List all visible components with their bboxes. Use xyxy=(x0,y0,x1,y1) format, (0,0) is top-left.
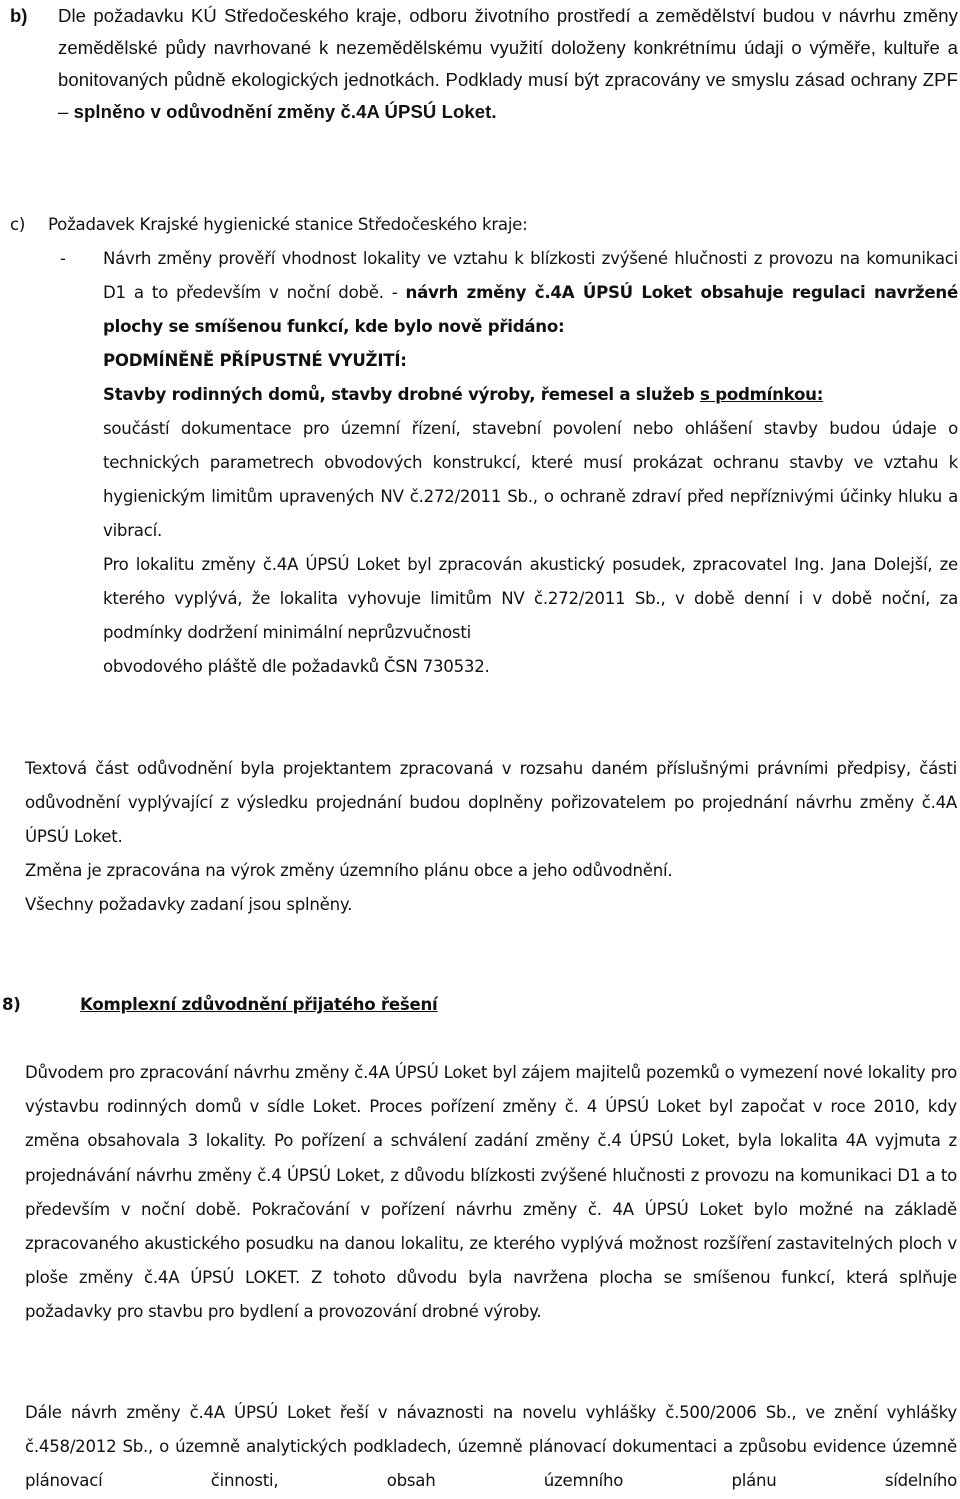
section-b-fulfilled: splněno v odůvodnění změny č.4A ÚPSÚ Loket. xyxy=(73,101,497,122)
condition-bold: Stavby rodinných domů, stavby drobné výroby, řemesel a služeb xyxy=(103,385,701,404)
section-b-text: Dle požadavku KÚ Středočeského kraje, odboru životního prostředí a zemědělství budou v návrhu změny zemědělské půdy navrhované k nezemědělskému využití doloženy konkrétnímu údaji o výměře, kultuře a bonitovaných půdně ekologických jednotkách. Podklady musí být zpracovány ve smyslu zásad ochrany ZPF – xyxy=(58,5,958,122)
paragraph-text-part: Textová část odůvodnění byla projektantem zpracovaná v rozsahu daném příslušnými právními předpisy, části odůvodnění vyplývající z výsledku projednání budou doplněny pořizovatelem po projednání návrhu změny č.4A ÚPSÚ Loket. xyxy=(25,759,957,846)
justification-paragraphs xyxy=(25,752,957,922)
section-c-title: Požadavek Krajské hygienické stanice Středočeského kraje: xyxy=(48,215,528,234)
conditional-use-heading: PODMÍNĚNĚ PŘÍPUSTNÉ VYUŽITÍ: xyxy=(103,351,407,370)
section-c-item xyxy=(103,242,958,684)
section-c xyxy=(10,208,958,684)
section-8-title: Komplexní zdůvodnění přijatého řešení xyxy=(80,995,438,1014)
list-dash: - xyxy=(60,249,66,268)
section-c-marker: c) xyxy=(10,215,26,234)
condition-line xyxy=(103,378,958,412)
paragraph-change-form: Změna je zpracována na výrok změny územního plánu obce a jeho odůvodnění. xyxy=(25,861,673,880)
section-b xyxy=(10,0,958,128)
requirement-text: Návrh změny prověří vhodnost lokality ve vztahu k blízkosti zvýšené hlučnosti z provozu na komunikaci D1 a to především v noční době. - xyxy=(103,249,958,302)
regulation-paragraph xyxy=(25,1396,957,1499)
requirement-response: návrh změny č.4A ÚPSÚ Loket obsahuje regulaci navržené plochy se smíšenou funkcí, kde bylo nově přidáno: xyxy=(103,283,958,336)
section-b-body xyxy=(58,0,958,128)
acoustic-study-last: obvodového pláště dle požadavků ČSN 730532. xyxy=(103,657,490,676)
condition-text: součástí dokumentace pro územní řízení, stavební povolení nebo ohlášení stavby budou údaje o technických parametrech obvodových konstrukcí, které musí prokázat ochranu stavby ve vztahu k hygienickým limitům upravených NV č.272/2011 Sb., o ochraně zdraví před nepříznivými účinky hluku a vibrací. xyxy=(103,419,958,540)
regulation-paragraph-text: Dále návrh změny č.4A ÚPSÚ Loket řeší v návaznosti na novelu vyhlášky č.500/2006 Sb., ve znění vyhlášky č.458/2012 Sb., o územně analytických podkladech, územně plánovací dokumentaci a způsobu evidence územně plánovací činnosti, obsah územního plánu sídelního xyxy=(25,1403,957,1491)
reason-paragraph xyxy=(25,1056,957,1330)
section-b-marker: b) xyxy=(10,5,28,26)
section-8-number: 8) xyxy=(2,995,21,1014)
requirement-paragraph xyxy=(103,242,958,344)
paragraph-requirements-met: Všechny požadavky zadaní jsou splněny. xyxy=(25,895,353,914)
condition-underlined: s podmínkou: xyxy=(700,385,824,404)
acoustic-study-text: Pro lokalitu změny č.4A ÚPSÚ Loket byl zpracován akustický posudek, zpracovatel Ing. Jana Dolejší, ze kterého vyplývá, že lokalita vyhovuje limitům NV č.272/2011 Sb., v době denní i v době noční, za podmínky dodržení minimální neprůzvučnosti xyxy=(103,555,958,642)
reason-paragraph-text: Důvodem pro zpracování návrhu změny č.4A ÚPSÚ Loket byl zájem majitelů pozemků o vymezení nové lokality pro výstavbu rodinných domů v sídle Loket. Proces pořízení změny č. 4 ÚPSÚ Loket byl započat v roce 2010, kdy změna obsahovala 3 lokality. Po pořízení a schválení zadání změny č.4 ÚPSÚ Loket, byla lokalita 4A vyjmuta z projednávání návrhu změny č.4 ÚPSÚ Loket, z důvodu blízkosti zvýšené hlučnosti z provozu na komunikaci D1 a to především v noční době. Pokračování v pořízení návrhu změny č. 4A ÚPSÚ Loket bylo možné na základě zpracovaného akustického posudku na danou lokalitu, ze kterého vyplývá možnost rozšíření zastavitelných ploch v ploše změny č.4A ÚPSÚ LOKET. Z tohoto důvodu byla navržena plocha se smíšenou funkcí, která splňuje požadavky pro stavbu pro bydlení a provozování drobné výroby. xyxy=(25,1063,957,1322)
